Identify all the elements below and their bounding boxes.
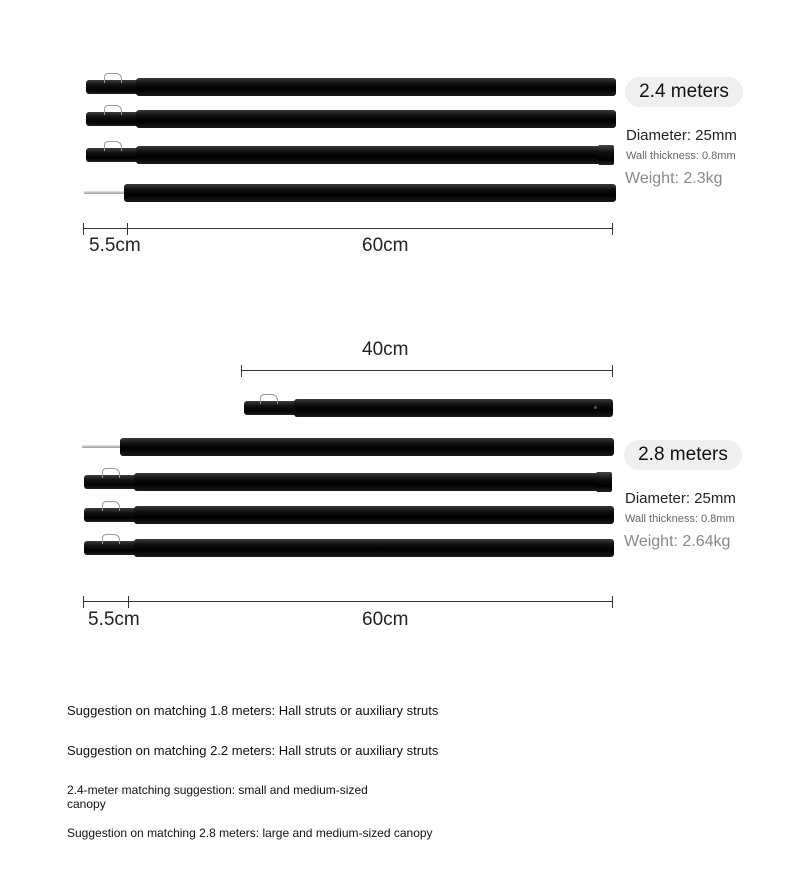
dimension-label-short: 5.5cm [88, 609, 140, 630]
diameter-text: Diameter: 25mm [626, 127, 737, 144]
weight-text: Weight: 2.64kg [624, 533, 731, 550]
pole-segment [86, 145, 616, 165]
dimension-line-extension [241, 365, 613, 377]
dimension-line [83, 596, 613, 608]
pole-segment [86, 77, 616, 97]
diameter-text: Diameter: 25mm [625, 490, 736, 507]
suggestion-2-8m: Suggestion on matching 2.8 meters: large and medium-sized canopy [67, 826, 433, 840]
pole-segment [86, 109, 616, 129]
length-badge: 2.8 meters [624, 440, 742, 470]
dimension-line [83, 223, 613, 235]
dimension-label-extension: 40cm [362, 339, 409, 360]
dimension-label-long: 60cm [362, 609, 409, 630]
length-badge: 2.4 meters [625, 77, 743, 107]
suggestion-2-2m: Suggestion on matching 2.2 meters: Hall struts or auxiliary struts [67, 743, 439, 758]
suggestion-2-4m: 2.4-meter matching suggestion: small and medium-sized canopy [67, 783, 368, 811]
pole-segment [84, 472, 614, 492]
pole-segment [84, 538, 614, 558]
dimension-label-short: 5.5cm [89, 235, 141, 256]
wall-thickness-text: Wall thickness: 0.8mm [626, 150, 736, 162]
wall-thickness-text: Wall thickness: 0.8mm [625, 513, 735, 525]
pole-segment [84, 183, 616, 203]
dimension-label-long: 60cm [362, 235, 409, 256]
weight-text: Weight: 2.3kg [625, 170, 723, 187]
suggestion-1-8m: Suggestion on matching 1.8 meters: Hall struts or auxiliary struts [67, 703, 439, 718]
pole-segment-extension [244, 398, 613, 418]
pole-segment [84, 505, 614, 525]
pole-segment [82, 437, 614, 457]
